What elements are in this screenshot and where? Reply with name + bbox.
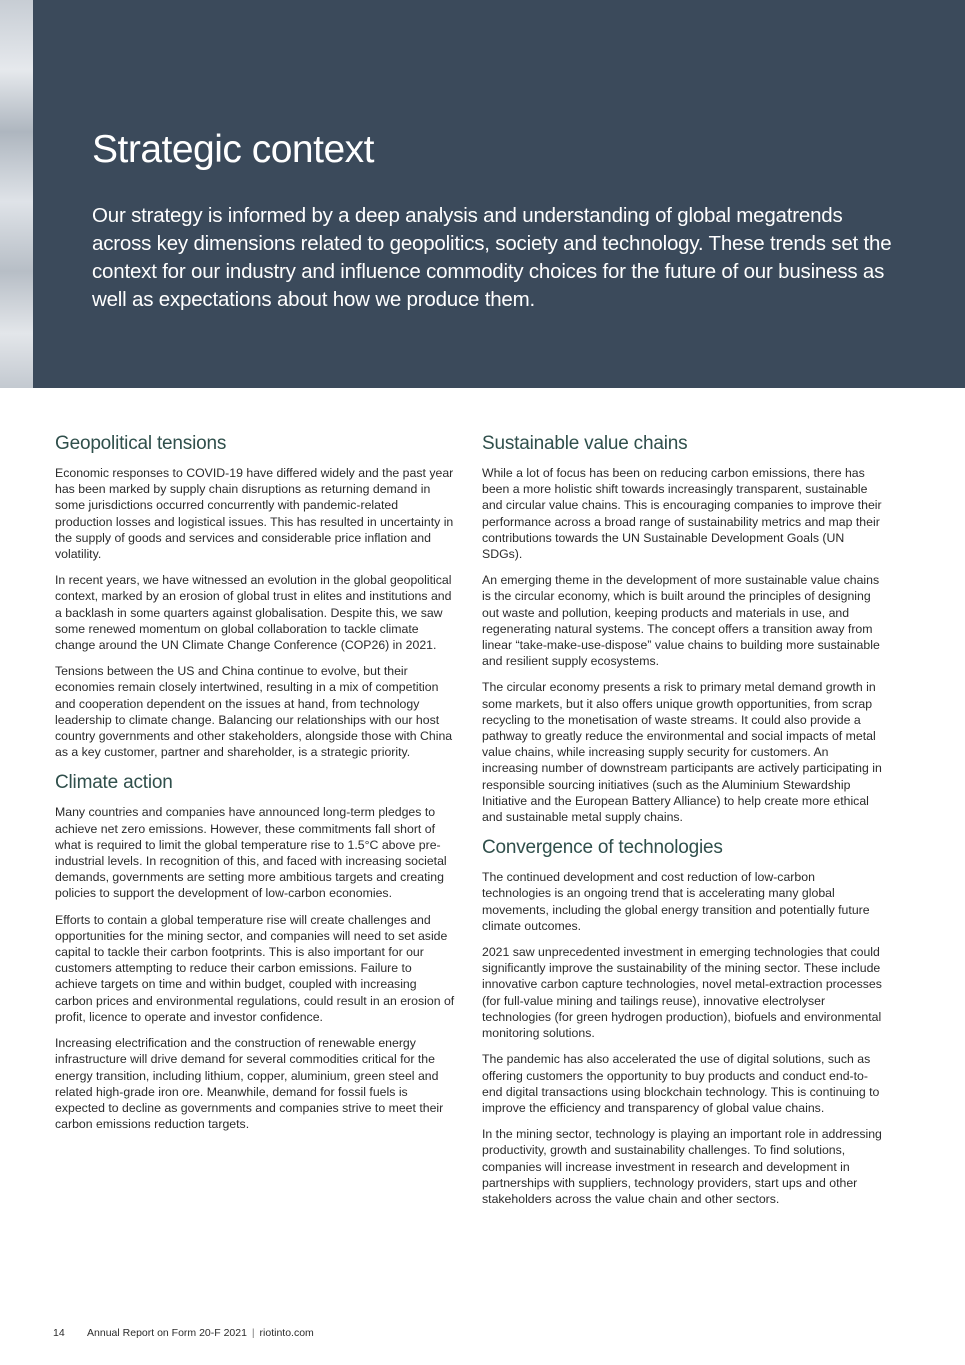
page-title: Strategic context <box>92 128 374 171</box>
paragraph: Efforts to contain a global temperature rise will create challenges and opportunities for the mining sector, and companies will need to set aside capital to tackle their carbon footprints. This is also important for our customers attempting to reduce their carbon emissions. Failure to achieve targets on time and within budget, coupled with increasing carbon prices and environmental regulations, could result in an erosion of profit, licence to operate and investor confidence. <box>55 912 455 1024</box>
paragraph: 2021 saw unprecedented investment in emerging technologies that could significantly improve the sustainability of the mining sector. These include innovative carbon capture technologies, novel metal-extraction processes (for full-value mining and tailings reuse), innovative electrolyser technologies (for green hydrogen production), biofuels and environmental monitoring solutions. <box>482 945 882 1041</box>
section-convergence-of-technologies <box>482 835 884 1207</box>
paragraph: In recent years, we have witnessed an evolution in the global geopolitical context, marked by an erosion of global trust in elites and institutions and a backlash in some quarters against globalisation. Despite this, we saw some renewed momentum on global collaboration to tackle climate change around the UN Climate Change Conference (COP26) in 2021. <box>55 573 452 653</box>
page-footer <box>53 1327 314 1339</box>
page-number: 14 <box>53 1327 65 1339</box>
right-column <box>482 431 884 1217</box>
paragraph: Increasing electrification and the construction of renewable energy infrastructure will drive demand for several commodities critical for the energy transition, including lithium, copper, aluminium, green steel and related high-grade iron ore. Meanwhile, demand for fossil fuels is expected to decline as governments and companies strive to meet their carbon emissions reduction targets. <box>55 1036 444 1132</box>
section-heading: Geopolitical tensions <box>55 433 227 454</box>
paragraph: The pandemic has also accelerated the use of digital solutions, such as offering customers the opportunity to buy products and conduct end-to-end digital transactions using blockchain technology. This is continuing to improve the efficiency and transparency of global value chains. <box>482 1052 880 1115</box>
section-climate-action <box>55 770 455 1132</box>
report-name: Annual Report on Form 20-F 2021 <box>87 1327 247 1339</box>
section-heading: Sustainable value chains <box>482 433 688 454</box>
paragraph: Tensions between the US and China continue to evolve, but their economies remain closely intertwined, resulting in a mix of competition and cooperation dependent on the issues at hand, from technology leadership to climate change. Balancing our relationships with our host country governments and other stakeholders, alongside those with China as a key customer, partner and shareholder, is a strategic priority. <box>55 664 453 760</box>
paragraph: While a lot of focus has been on reducing carbon emissions, there has been a more holistic shift towards increasingly transparent, sustainable and circular value chains. This is encouraging companies to improve their performance across a broad range of sustainability metrics and map their contributions towards the UN Sustainable Development Goals (UN SDGs). <box>482 466 882 562</box>
website-link[interactable]: riotinto.com <box>259 1327 314 1339</box>
paragraph: The continued development and cost reduction of low-carbon technologies is an ongoing trend that is accelerating many global movements, including the global energy transition and potentially future climate outcomes. <box>482 870 870 933</box>
left-column <box>55 431 455 1142</box>
paragraph: An emerging theme in the development of more sustainable value chains is the circular economy, which is built around the principles of designing out waste and pollution, keeping products and materials in use, and regenerating natural systems. The concept offers a transition away from linear “take-make-use-dispose” value chains to building more sustainable and resilient supply ecosystems. <box>482 573 880 669</box>
section-heading: Climate action <box>55 772 173 794</box>
section-geopolitical-tensions <box>55 431 455 760</box>
paragraph: The circular economy presents a risk to primary metal demand growth in some markets, but it also offers unique growth opportunities, from scrap recycling to the monetisation of waste streams. It could also provide a pathway to greatly reduce the environmental and social impacts of metal value chains, while increasing supply security for customers. An increasing number of downstream participants are actively participating in responsible sourcing initiatives (such as the Aluminium Stewardship Initiative and the European Battery Alliance) to help create more ethical and sustainable metal supply chains. <box>482 680 882 825</box>
header-banner <box>0 0 965 388</box>
paragraph: In the mining sector, technology is playing an important role in addressing productivity, growth and sustainability challenges. To find solutions, companies will increase investment in research and development in partnerships with suppliers, technology providers, start ups and other stakeholders across the value chain and other sectors. <box>482 1127 882 1206</box>
intro-text: Our strategy is informed by a deep analysis and understanding of global megatrends across key dimensions related to geopolitics, society and technology. These trends set the context for our industry and influence commodity choices for the future of our business as well as expectations about how we produce them. <box>92 204 892 311</box>
paragraph: Economic responses to COVID-19 have differed widely and the past year has been marked by supply chain disruptions as returning demand in some jurisdictions occurred concurrently with pandemic-related production losses and logistical issues. This has resulted in uncertainty in the supply of goods and services and considerable price inflation and volatility. <box>55 466 454 562</box>
cover-image-strip <box>0 0 33 388</box>
paragraph: Many countries and companies have announced long-term pledges to achieve net zero emissions. However, these commitments fall short of what is required to limit the global temperature rise to 1.5°C above pre-industrial levels. In recognition of this, and faced with increasing societal demands, governments are setting more ambitious targets and creating policies to support the development of low-carbon economies. <box>55 805 447 901</box>
footer-separator: | <box>251 1327 255 1339</box>
section-sustainable-value-chains <box>482 431 884 825</box>
section-heading: Convergence of technologies <box>482 837 723 859</box>
